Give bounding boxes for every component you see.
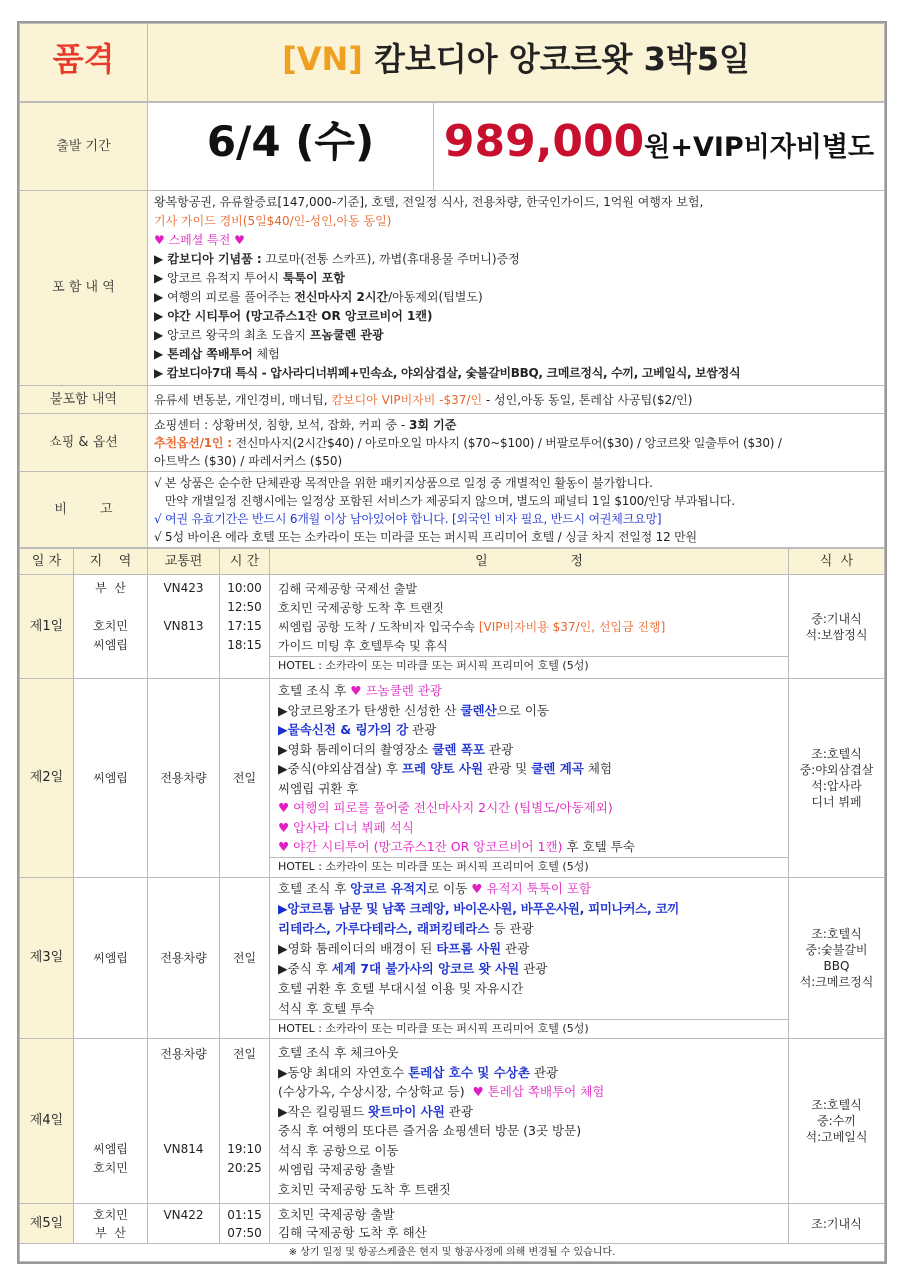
benefit-item: ▶ 앙코르 유적지 투어시 툭툭이 포함: [154, 271, 345, 285]
benefit-item: ▶ 캄보디아 기념품 : 끄로마(전통 스카프), 까볍(휴대용물 주머니)증정: [154, 252, 520, 266]
day-label: 제3일: [20, 878, 74, 1039]
benefit-item: ▶ 여행의 피로를 풀어주는 전신마사지 2시간/아동제외(팁별도): [154, 290, 483, 304]
transport-cell: 전용차량 VN814: [148, 1039, 220, 1204]
time-cell: 01:15 07:50: [220, 1204, 270, 1244]
tier-tag-cell: [20, 24, 148, 102]
meals-cell: 조:호텔식 중:수끼 석:고베일식: [789, 1039, 885, 1204]
shopping-content: [148, 414, 885, 472]
hotel-info: HOTEL : 소카라이 또는 미라클 또는 퍼시픽 프리미어 호텔 (5성): [270, 857, 788, 875]
shopping-line: 쇼핑센터 : 상황버섯, 침향, 보석, 잡화, 커피 중 - 3회 기준: [154, 417, 457, 432]
includes-label: 포 함 내 역: [20, 191, 148, 386]
includes-guide-fee: 기사 가이드 경비(5일$40/인-성인,아동 동일): [154, 214, 392, 228]
schedule-cell: 호치민 국제공항 출발 김해 국제공항 도착 후 해산: [270, 1204, 789, 1244]
day-label: 제2일: [20, 679, 74, 878]
remarks-label: 비 고: [20, 472, 148, 548]
region-cell: 씨엠립: [74, 878, 148, 1039]
title-prefix: [VN]: [282, 40, 363, 78]
schedule-cell: 호텔 조식 후 ♥ 프놈쿨렌 관광 ▶앙코르왕조가 탄생한 신성한 산 쿨렌산으로 이동 ▶물속신전 & 링가의 강 관광 ▶영화 툼레이더의 촬영장소 쿨렌 폭포 관광 ▶중식(야외삼겹살) 후 프레 양토 사원 관광 및 쿨렌 계곡 체험 씨엠립 귀환 후 ♥ 여행의 피로를 풀어줄 전신마사지 2시간 (팁별도/아동제외) ♥ 압사라 디너 뷔페 석식 ♥ 야간 시티투어 (망고쥬스1잔 OR 앙코르비어 1캔) 후 호텔 투숙 HOTEL : 소카라이 또는 미라클 또는 퍼시픽 프리미어 호텔 (5성): [270, 679, 789, 878]
departure-date: 6/4 (수): [206, 116, 375, 166]
excludes-content: 유류세 변동분, 개인경비, 매너팁, 캄보디아 VIP비자비 -$37/인 - 성인,아동 동일, 톤레삽 사공팁($2/인): [148, 386, 885, 414]
shopping-label: 쇼핑 & 옵션: [20, 414, 148, 472]
tier-tag: 품격: [52, 40, 115, 78]
remarks-content: [148, 472, 885, 548]
title-table: [19, 23, 885, 102]
region-cell: 부 산 호치민 씨엠립: [74, 575, 148, 679]
price-suffix: 원+VIP비자비별도: [644, 131, 875, 163]
page-title: 캄보디아 앙코르왓 3박5일: [362, 40, 750, 78]
excludes-label: 불포함 내역: [20, 386, 148, 414]
remark-line: √ 5성 바이욘 에라 호텔 또는 소카라이 또는 미라클 또는 퍼시픽 프리미어 호텔 / 싱글 차지 전일정 12 만원: [154, 529, 697, 544]
benefit-item: ▶ 야간 시티투어 (망고쥬스1잔 OR 앙코르비어 1캔): [154, 309, 433, 323]
options-line: 추천옵션/1인 : 전신마사지(2시간$40) / 아로마오일 마사지 ($70~$100) / 버팔로투어($30) / 앙코르왓 일출투어 ($30) /: [154, 435, 782, 450]
day-row: [20, 1039, 885, 1204]
time-cell: 전일: [220, 679, 270, 878]
remark-line: 만약 개별일정 진행시에는 일정상 포함된 서비스가 제공되지 않으며, 별도의 패널티 1일 $100/인당 부과됩니다.: [154, 493, 735, 508]
schedule-cell: 김해 국제공항 국제선 출발 호치민 국제공항 도착 후 트랜짓 씨엠립 공항 도착 / 도착비자 입국수속 [VIP비자비용 $37/인, 선입금 진행] 가이드 미팅 후 호텔투숙 및 휴식 HOTEL : 소카라이 또는 미라클 또는 퍼시픽 프리미어 호텔 (5성): [270, 575, 789, 679]
day-row: [20, 1204, 885, 1244]
meals-cell: 조:기내식: [789, 1204, 885, 1244]
special-benefit-heading: ♥ 스페셜 특전 ♥: [154, 233, 245, 247]
region-cell: 씨엠립: [74, 679, 148, 878]
flight-cell: VN423 VN813: [148, 575, 220, 679]
includes-content: [148, 191, 885, 386]
remark-line: √ 본 상품은 순수한 단체관광 목적만을 위한 패키지상품으로 일정 중 개별적인 활동이 불가합니다.: [154, 475, 653, 490]
schedule-cell: 호텔 조식 후 앙코르 유적지로 이동 ♥ 유적지 툭툭이 포함 ▶앙코르톰 남문 및 남쪽 크레앙, 바이온사원, 바푸온사원, 피미나커스, 코끼 리테라스, 가루다테라스, 래퍼킹테라스 등 관광 ▶영화 툼레이더의 배경이 된 타프롬 사원 관광 ▶중식 후 세계 7대 불가사의 앙코르 왓 사원 관광 호텔 귀환 후 호텔 부대시설 이용 및 자유시간 석식 후 호텔 투숙 HOTEL : 소카라이 또는 미라클 또는 퍼시픽 프리미어 호텔 (5성): [270, 878, 789, 1039]
time-cell: 10:00 12:50 17:15 18:15: [220, 575, 270, 679]
hotel-info: HOTEL : 소카라이 또는 미라클 또는 퍼시픽 프리미어 호텔 (5성): [270, 656, 788, 674]
day-label: 제1일: [20, 575, 74, 679]
time-cell: 전일: [220, 878, 270, 1039]
includes-line: 왕복항공권, 유류할증료[147,000-기준], 호텔, 전일정 식사, 전용차량, 한국인가이드, 1억원 여행자 보험,: [154, 195, 704, 209]
options-line: 아트박스 ($30) / 파레서커스 ($50): [154, 453, 343, 468]
flight-cell: VN422: [148, 1204, 220, 1244]
itinerary-frame: [17, 21, 887, 1264]
transport-cell: 전용차량: [148, 878, 220, 1039]
transport-cell: 전용차량: [148, 679, 220, 878]
schedule-header-row: [20, 549, 885, 575]
region-cell: 호치민 부 산: [74, 1204, 148, 1244]
schedule-cell: 호텔 조식 후 체크아웃 ▶동양 최대의 자연호수 톤레삽 호수 및 수상촌 관광 (수상가옥, 수상시장, 수상학교 등) ♥ 톤레삽 쪽배투어 체험 ▶작은 킬링필드 왓트마이 사원 관광 중식 후 여행의 또다른 즐거움 쇼핑센터 방문 (3곳 방문) 석식 후 공항으로 이동 씨엠립 국제공항 출발 호치민 국제공항 도착 후 트랜짓: [270, 1039, 789, 1204]
hotel-info: HOTEL : 소카라이 또는 미라클 또는 퍼시픽 프리미어 호텔 (5성): [270, 1019, 788, 1037]
meals-cell: 중:기내식 석:보쌈정식: [789, 575, 885, 679]
schedule-table: [19, 548, 885, 1262]
day-row: [20, 679, 885, 878]
col-time: 시 간: [220, 549, 270, 575]
col-transport: 교통편: [148, 549, 220, 575]
remark-passport: √ 여권 유효기간은 반드시 6개월 이상 남아있어야 합니다. [외국인 비자 필요, 반드시 여권체크요망]: [154, 511, 662, 526]
day-label: 제5일: [20, 1204, 74, 1244]
region-cell: 씨엠립 호치민: [74, 1039, 148, 1204]
day-row: [20, 878, 885, 1039]
time-cell: 전일 19:10 20:25: [220, 1039, 270, 1204]
col-schedule: 일 정: [270, 549, 789, 575]
col-meals: 식 사: [789, 549, 885, 575]
price: 989,000: [443, 115, 645, 167]
departure-label: 출발 기간: [20, 103, 148, 191]
visa-fee: 캄보디아 VIP비자비 -$37/인: [331, 392, 483, 407]
footer-note: ※ 상기 일정 및 항공스케쥴은 현지 및 항공사정에 의해 변경될 수 있습니다.: [20, 1244, 885, 1262]
title-cell: [148, 24, 885, 102]
benefit-item: ▶ 캄보디아7대 특식 - 압사라디너뷔페+민속쇼, 야외삼겹살, 숯불갈비BBQ, 크메르정식, 수끼, 고베일식, 보쌈정식: [154, 366, 741, 380]
meals-cell: 조:호텔식 중:야외삼겹살 석:압사라 디너 뷔페: [789, 679, 885, 878]
departure-date-cell: [148, 103, 434, 191]
price-cell: [434, 103, 885, 191]
day-row: [20, 575, 885, 679]
benefit-item: ▶ 앙코르 왕국의 최초 도읍지 프놈쿨렌 관광: [154, 328, 384, 342]
info-table: [19, 102, 885, 548]
col-region: 지 역: [74, 549, 148, 575]
benefit-item: ▶ 톤레삽 쪽배투어 체험: [154, 347, 280, 361]
meals-cell: 조:호텔식 중:숯불갈비 BBQ 석:크메르정식: [789, 878, 885, 1039]
visa-notice: 씨엠립 공항 도착 / 도착비자 입국수속 [VIP비자비용 $37/인, 선입금 진행]: [278, 619, 666, 634]
day-label: 제4일: [20, 1039, 74, 1204]
col-day: 일 자: [20, 549, 74, 575]
